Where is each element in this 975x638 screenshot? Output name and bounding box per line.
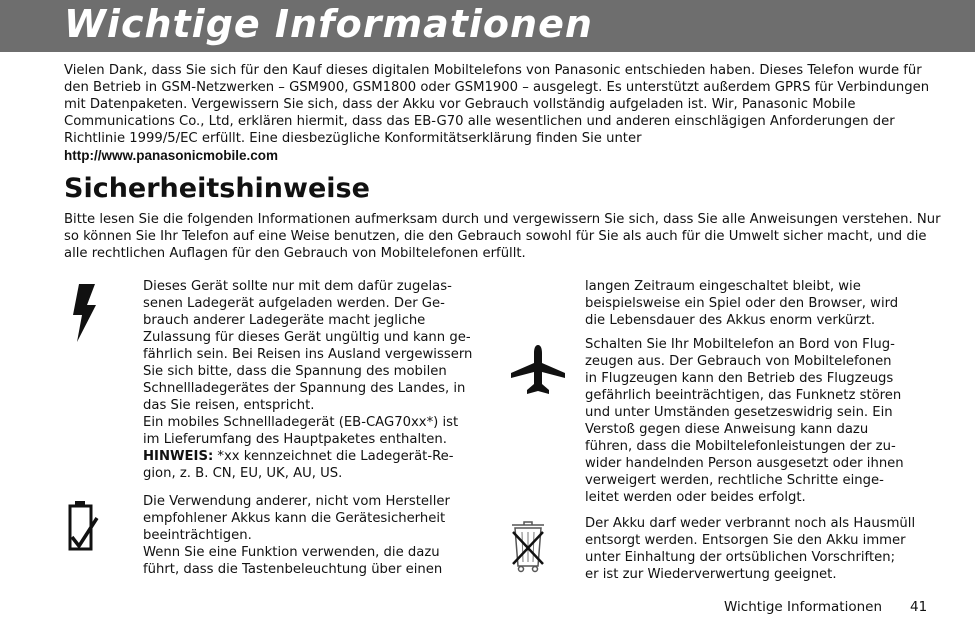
note-text: *xx kennzeichnet die Ladegerät-Re- [213, 449, 454, 464]
battery-warning [143, 493, 493, 578]
battery-text-line: empfohlener Akkus kann die Gerätesicherheit [143, 511, 446, 526]
website-link[interactable]: http://www.panasonicmobile.com [64, 148, 279, 163]
disposal-warning [585, 515, 935, 583]
charger-text-line: das Sie reisen, entspricht. [143, 398, 315, 413]
continuation-line: die Lebensdauer des Akkus enorm verkürzt. [585, 313, 876, 328]
note-label: HINWEIS: [143, 449, 214, 464]
page-number: 41 [910, 599, 928, 615]
page-title: Wichtige Informationen [64, 2, 593, 46]
aircraft-text-line: Verstoß gegen diese Anweisung kann dazu [585, 422, 869, 437]
aircraft-text-line: zeugen aus. Der Gebrauch von Mobiltelefonen [585, 354, 892, 369]
charger-text-line: Ein mobiles Schnellladegerät (EB-CAG70xx*) ist [143, 415, 459, 430]
airplane-icon [509, 343, 567, 397]
aircraft-text-line: wider handelnden Person ausgesetzt oder ihnen [585, 456, 904, 471]
footer-section-label: Wichtige Informationen [724, 599, 882, 615]
aircraft-text-line: führen, dass die Mobiltelefonleistungen der zu- [585, 439, 896, 454]
intro-text: Vielen Dank, dass Sie sich für den Kauf dieses digitalen Mobiltelefons von Panasonic entschieden haben. Dieses Telefon wurde für den Betrieb in GSM-Netzwerken – GSM900, GSM1800 oder GSM1900 – ausgelegt. Es unterstützt außerdem GPRS für Verbindungen mit Datenpaketen. Vergewissern Sie sich, dass der Akku vor Gebrauch vollständig aufgeladen ist. Wir, Panasonic Mobile Communications Co., Ltd, erklären hiermit, dass das EB-G70 alle wesentlichen und anderen einschlägigen Anforderungen der Richtlinie 1999/5/EC erfüllt. Eine diesbezügliche Konformitätserklärung finden Sie unter [64, 63, 930, 146]
aircraft-warning [585, 336, 935, 506]
aircraft-text-line: und unter Umständen gesetzeswidrig sein. Ein [585, 405, 893, 420]
battery-warning-continued [585, 278, 935, 329]
disposal-text-line: entsorgt werden. Entsorgen Sie den Akku immer [585, 533, 906, 548]
charger-text-line: im Lieferumfang des Hauptpaketes enthalten. [143, 432, 447, 447]
intro-paragraph [64, 62, 944, 164]
charger-text-line: Schnellladegerätes der Spannung des Landes, in [143, 381, 466, 396]
header-banner [0, 0, 975, 52]
aircraft-text-line: gefährlich beeinträchtigen, das Funknetz stören [585, 388, 902, 403]
aircraft-text-line: Schalten Sie Ihr Mobiltelefon an Bord von Flug- [585, 337, 895, 352]
charger-text-line: brauch anderer Ladegeräte macht jegliche [143, 313, 426, 328]
battery-text-line: Wenn Sie eine Funktion verwenden, die dazu [143, 545, 440, 560]
note-text: gion, z. B. CN, EU, UK, AU, US. [143, 466, 343, 481]
battery-text-line: Die Verwendung anderer, nicht vom Hersteller [143, 494, 450, 509]
charger-text-line: Sie sich bitte, dass die Spannung des mobilen [143, 364, 447, 379]
aircraft-text-line: verweigert werden, rechtliche Schritte einge- [585, 473, 884, 488]
crossed-out-bin-icon [509, 520, 547, 574]
lightning-bolt-icon [70, 284, 98, 342]
battery-text-line: beeinträchtigen. [143, 528, 252, 543]
battery-check-icon [66, 500, 100, 552]
disposal-text-line: er ist zur Wiederverwertung geeignet. [585, 567, 837, 582]
charger-text-line: fährlich sein. Bei Reisen ins Ausland vergewissern [143, 347, 473, 362]
continuation-line: beispielsweise ein Spiel oder den Browser, wird [585, 296, 899, 311]
disposal-text-line: unter Einhaltung der ortsüblichen Vorschriften; [585, 550, 896, 565]
section-heading: Sicherheitshinweise [64, 173, 370, 204]
charger-warning [143, 278, 493, 482]
battery-text-line: führt, dass die Tastenbeleuchtung über einen [143, 562, 443, 577]
aircraft-text-line: in Flugzeugen kann den Betrieb des Flugzeugs [585, 371, 894, 386]
charger-text-line: Dieses Gerät sollte nur mit dem dafür zugelas- [143, 279, 452, 294]
charger-text-line: senen Ladegerät aufgeladen werden. Der Ge- [143, 296, 445, 311]
continuation-line: langen Zeitraum eingeschaltet bleibt, wie [585, 279, 861, 294]
aircraft-text-line: leitet werden oder beides erfolgt. [585, 490, 806, 505]
charger-text-line: Zulassung für dieses Gerät ungültig und kann ge- [143, 330, 471, 345]
safety-lead: Bitte lesen Sie die folgenden Informationen aufmerksam durch und vergewissern Sie sich, dass Sie alle Anweisungen verstehen. Nur so können Sie Ihr Telefon auf eine Weise benutzen, die den Gebrauch sowohl für Sie als auch für die Umwelt sicher macht, und die alle rechtlichen Auflagen für den Gebrauch von Mobiltelefonen erfüllt. [64, 212, 941, 261]
disposal-text-line: Der Akku darf weder verbrannt noch als Hausmüll [585, 516, 916, 531]
